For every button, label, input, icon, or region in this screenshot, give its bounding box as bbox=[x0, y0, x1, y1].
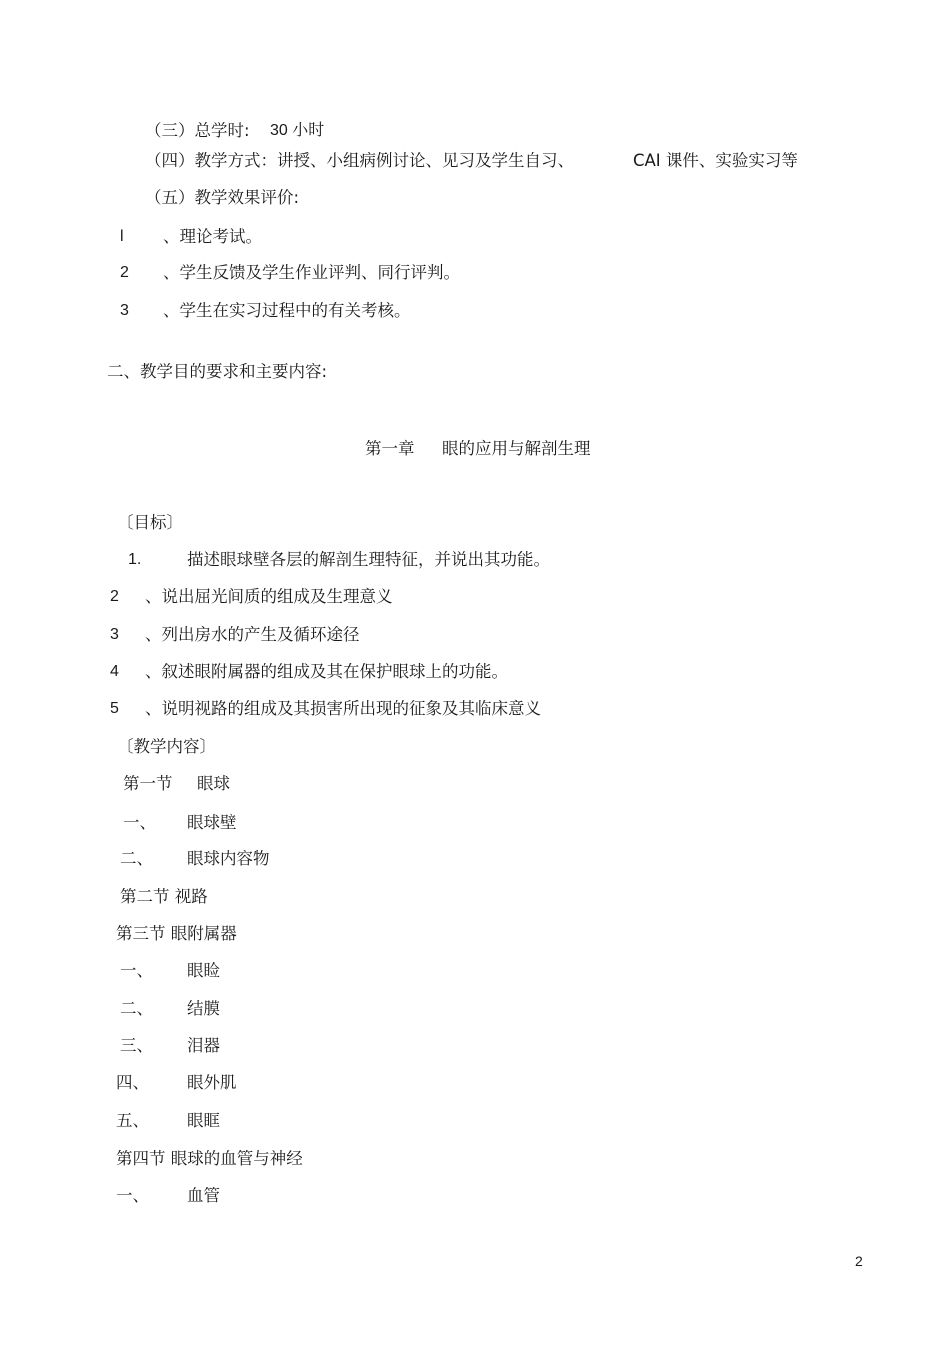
section1-label: 第一节 bbox=[123, 774, 173, 793]
goal-item-text: 、说明视路的组成及其损害所出现的征象及其临床意义 bbox=[145, 699, 541, 718]
outline-num: 一、 bbox=[123, 813, 156, 832]
eval-item-text: 、理论考试。 bbox=[163, 227, 262, 246]
outline-num: 二、 bbox=[120, 849, 153, 868]
eval-item-num: l bbox=[120, 228, 124, 245]
outline-text: 眼睑 bbox=[187, 961, 220, 980]
eval-item-num: 3 bbox=[120, 302, 129, 319]
outline-num: 一、 bbox=[120, 961, 153, 980]
outline-num: 一、 bbox=[116, 1186, 149, 1205]
outline-num: 五、 bbox=[116, 1111, 149, 1130]
section2-heading: 第二节 视路 bbox=[120, 887, 208, 906]
goal-item-num: 4 bbox=[110, 663, 119, 680]
evaluation-label: （五）教学效果评价: bbox=[145, 188, 300, 207]
section4-heading: 第四节 眼球的血管与神经 bbox=[116, 1149, 303, 1168]
outline-text: 眼外肌 bbox=[187, 1073, 237, 1092]
eval-item-text: 、学生反馈及学生作业评判、同行评判。 bbox=[163, 263, 460, 282]
outline-text: 眼球内容物 bbox=[187, 849, 270, 868]
outline-text: 眼球壁 bbox=[187, 813, 237, 832]
goal-item-num: 1. bbox=[128, 551, 142, 568]
goal-item-text: 、说出屈光间质的组成及生理意义 bbox=[145, 587, 393, 606]
chapter-title: 眼的应用与解剖生理 bbox=[442, 439, 591, 458]
eval-item-text: 、学生在实习过程中的有关考核。 bbox=[163, 301, 411, 320]
goal-item-num: 2 bbox=[110, 588, 119, 605]
goal-item-text: 、列出房水的产生及循环途径 bbox=[145, 625, 360, 644]
section-heading: 二、教学目的要求和主要内容: bbox=[107, 362, 328, 381]
goal-item-num: 5 bbox=[110, 700, 119, 717]
eval-item-num: 2 bbox=[120, 264, 129, 281]
page-number: 2 bbox=[855, 1253, 863, 1269]
outline-text: 结膜 bbox=[187, 999, 220, 1018]
outline-text: 眼眶 bbox=[187, 1111, 220, 1130]
chapter-number: 第一章 bbox=[365, 439, 415, 458]
goal-item-text: 、叙述眼附属器的组成及其在保护眼球上的功能。 bbox=[145, 662, 508, 681]
outline-text: 血管 bbox=[187, 1186, 220, 1205]
teaching-method-label: （四）教学方式：讲授、小组病例讨论、见习及学生自习、 bbox=[145, 151, 574, 170]
goal-item-text: 描述眼球壁各层的解剖生理特征，并说出其功能。 bbox=[187, 550, 550, 569]
outline-num: 四、 bbox=[116, 1073, 149, 1092]
total-hours-value: 30 小时 bbox=[270, 122, 325, 139]
section1-title: 眼球 bbox=[197, 774, 230, 793]
goal-item-num: 3 bbox=[110, 626, 119, 643]
goals-heading: 〔目标〕 bbox=[117, 513, 183, 532]
section3-heading: 第三节 眼附属器 bbox=[116, 924, 237, 943]
outline-num: 二、 bbox=[120, 999, 153, 1018]
total-hours-label: （三）总学时: bbox=[145, 121, 250, 140]
outline-num: 三、 bbox=[120, 1036, 153, 1055]
outline-text: 泪器 bbox=[187, 1036, 220, 1055]
teaching-method-tail: CAI 课件、实验实习等 bbox=[633, 151, 798, 170]
content-heading: 〔教学内容〕 bbox=[117, 737, 216, 756]
